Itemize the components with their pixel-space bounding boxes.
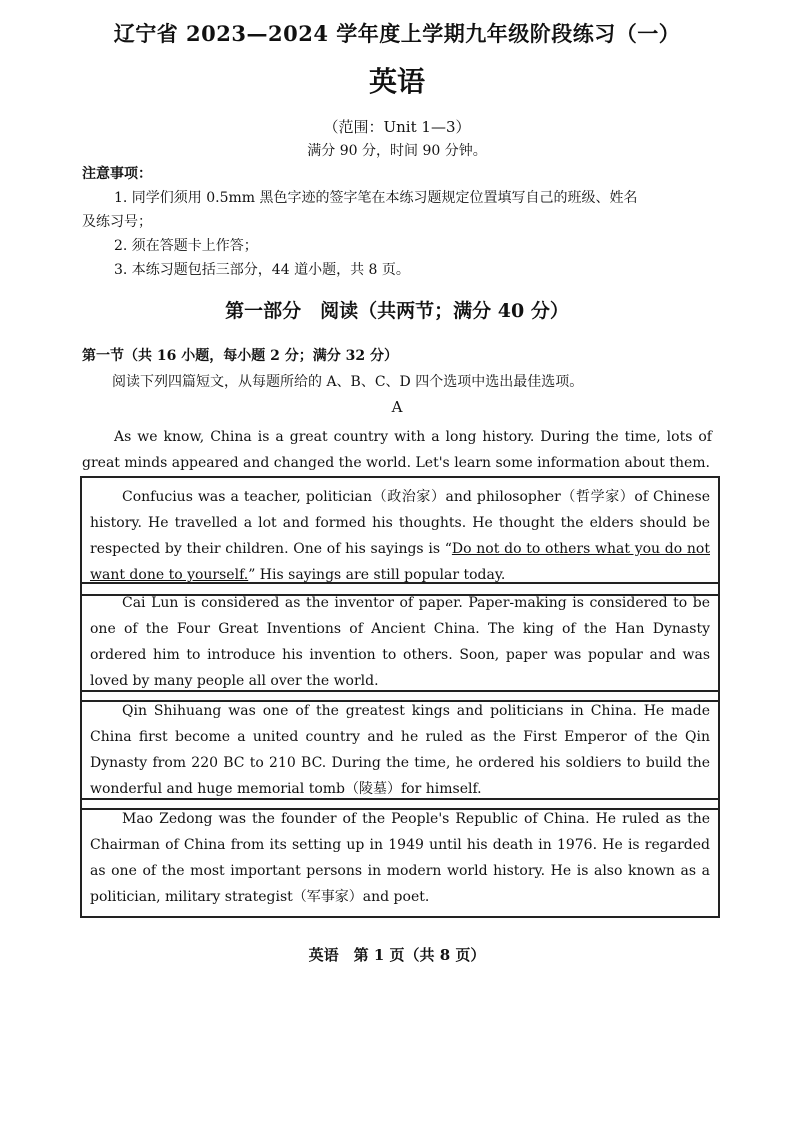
exam-scope: （范围：Unit 1—3）: [323, 118, 471, 136]
box-confucius: [80, 476, 720, 596]
box-mao-zedong: [80, 798, 720, 918]
confucius-quote: Do not do to others what you do not want done to yourself.: [90, 541, 710, 583]
note-item-1: 1. 同学们须用 0.5mm 黑色字迹的签字笔在本练习题规定位置填写自己的班级、姓名: [114, 190, 638, 206]
exam-title: 辽宁省 2023—2024 学年度上学期九年级阶段练习（一）: [113, 21, 681, 46]
notes-heading: 注意事项：: [82, 166, 152, 182]
page-footer: 英语 第 1 页（共 8 页）: [308, 946, 486, 964]
notes-section: [82, 162, 712, 282]
note-item-2: 2. 须在答题卡上作答；: [114, 238, 258, 254]
passage-intro: As we know, China is a great country with a long history. During the time, lots of great minds appeared and changed the world. Let's learn some information about them.: [82, 429, 712, 471]
note-item-1-continued: 及练习号；: [82, 214, 152, 230]
reading-instruction: 阅读下列四篇短文，从每题所给的 A、B、C、D 四个选项中选出最佳选项。: [112, 374, 584, 390]
section-one-heading: 第一节（共 16 小题，每小题 2 分；满分 32 分）: [82, 348, 398, 364]
confucius-text: Confucius was a teacher, politician（政治家）and philosopher（哲学家）of Chinese history. He travelled a lot and formed his thoughts. He thought the elders should be respected by their children. One of his sayings is “: [90, 489, 710, 557]
confucius-paragraph: [82, 478, 718, 594]
mao-zedong-paragraph: Mao Zedong was the founder of the People's Republic of China. He ruled as the Chairman of China from its setting up in 1949 until his death in 1976. He is regarded as one of the most important persons in modern world history. He is also known as a politician, military strategist（军事家）and poet.: [90, 811, 710, 905]
confucius-text-end: ” His sayings are still popular today.: [248, 567, 506, 583]
note-item-3: 3. 本练习题包括三部分，44 道小题，共 8 页。: [114, 262, 410, 278]
passage-letter: A: [391, 398, 403, 416]
subject-title: 英语: [368, 65, 425, 98]
part-one-title: 第一部分 阅读（共两节；满分 40 分）: [225, 300, 569, 322]
cai-lun-paragraph: Cai Lun is considered as the inventor of paper. Paper-making is considered to be one of the Four Great Inventions of Ancient China. The king of the Han Dynasty ordered him to introduce his invention to others. Soon, paper was popular and was loved by many people all over the world.: [90, 595, 710, 689]
score-and-time: 满分 90 分，时间 90 分钟。: [307, 143, 487, 159]
box-qin-shihuang: [80, 690, 720, 810]
box-cai-lun: [80, 582, 720, 702]
qin-shihuang-paragraph: Qin Shihuang was one of the greatest kings and politicians in China. He made China first become a united country and he ruled as the First Emperor of the Qin Dynasty from 220 BC to 210 BC. During the time, he ordered his soldiers to build the wonderful and huge memorial tomb（陵墓）for himself.: [90, 703, 710, 797]
